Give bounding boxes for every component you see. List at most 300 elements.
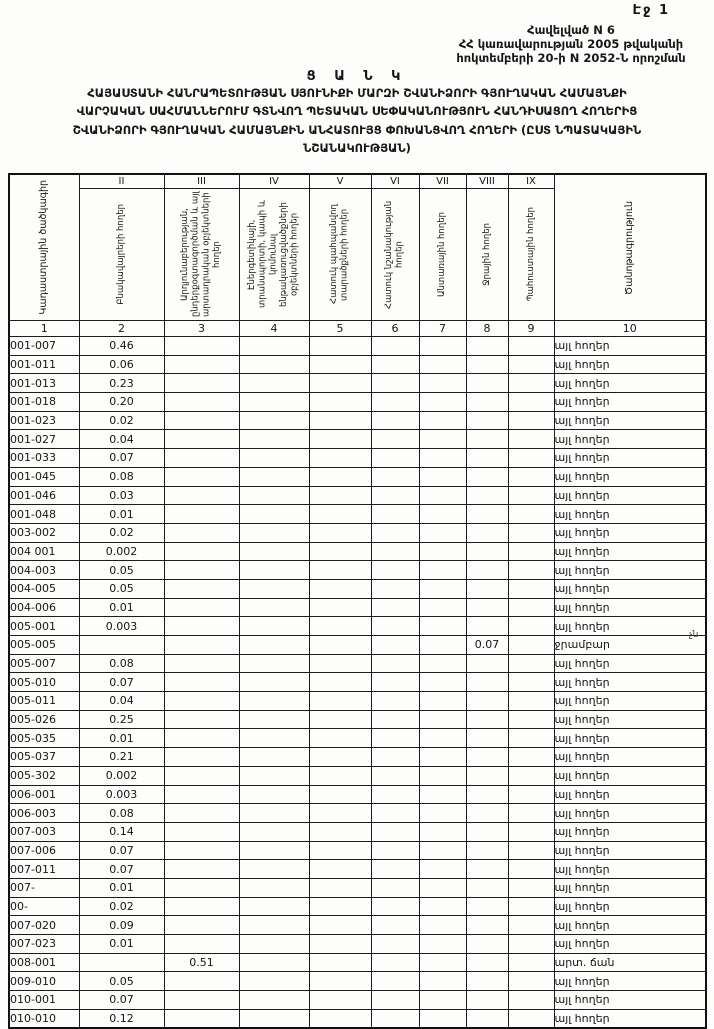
value-cell (164, 374, 239, 393)
value-cell (164, 822, 239, 841)
value-cell (419, 617, 466, 636)
cadastral-code-cell: 00- (9, 897, 79, 916)
column-number: 8 (466, 321, 508, 337)
value-cell (466, 1009, 508, 1028)
value-cell (309, 355, 371, 374)
value-cell (419, 355, 466, 374)
value-cell (371, 1009, 419, 1028)
value-cell (309, 617, 371, 636)
value-cell (466, 449, 508, 468)
value-cell (508, 542, 554, 561)
value-cell (419, 523, 466, 542)
value-cell (419, 561, 466, 580)
cadastral-code-cell: 010-001 (9, 991, 79, 1010)
value-cell (239, 766, 309, 785)
note-cell: այլ հողեր (554, 710, 706, 729)
value-cell (239, 991, 309, 1010)
value-cell (466, 878, 508, 897)
value-cell (164, 411, 239, 430)
value-cell (466, 523, 508, 542)
value-cell (164, 766, 239, 785)
table-row (9, 785, 706, 804)
column-number: 9 (508, 321, 554, 337)
value-cell (164, 897, 239, 916)
value-cell (164, 972, 239, 991)
page-number-label: Էջ 1 (632, 3, 670, 18)
value-cell (164, 673, 239, 692)
cadastral-code-cell: 007-020 (9, 916, 79, 935)
value-cell (371, 916, 419, 935)
column-number: 7 (419, 321, 466, 337)
value-cell (239, 486, 309, 505)
value-cell (309, 393, 371, 412)
value-cell (419, 991, 466, 1010)
value-cell (309, 710, 371, 729)
value-cell (164, 654, 239, 673)
value-cell (371, 935, 419, 954)
value-cell (164, 991, 239, 1010)
cadastral-code-cell: 001-007 (9, 337, 79, 356)
value-cell (419, 673, 466, 692)
value-cell (508, 505, 554, 524)
value-cell (466, 766, 508, 785)
value-cell (371, 953, 419, 972)
value-cell (239, 860, 309, 879)
value-cell (371, 598, 419, 617)
value-cell (508, 785, 554, 804)
value-cell (419, 822, 466, 841)
roman-numeral: IV (239, 174, 309, 189)
value-cell (371, 748, 419, 767)
value-cell (466, 935, 508, 954)
value-cell (239, 841, 309, 860)
value-cell (466, 355, 508, 374)
value-cell (309, 766, 371, 785)
value-cell (309, 561, 371, 580)
value-cell (309, 523, 371, 542)
value-cell (309, 579, 371, 598)
appendix-line: Հավելված N 6 (527, 23, 615, 37)
value-cell (371, 636, 419, 655)
value-cell (466, 374, 508, 393)
value-cell (371, 561, 419, 580)
value-cell (164, 430, 239, 449)
value-cell (309, 430, 371, 449)
value-cell (419, 411, 466, 430)
value-cell (508, 598, 554, 617)
value-cell (419, 598, 466, 617)
cadastral-code-cell: 001-045 (9, 467, 79, 486)
value-cell (164, 1009, 239, 1028)
roman-numeral: IX (508, 174, 554, 189)
table-row (9, 766, 706, 785)
table-row (9, 449, 706, 468)
value-cell: 0.46 (79, 337, 164, 356)
roman-numeral: VII (419, 174, 466, 189)
value-cell (419, 710, 466, 729)
cadastral-code-cell: 001-013 (9, 374, 79, 393)
value-cell (164, 598, 239, 617)
value-cell (239, 785, 309, 804)
value-cell (466, 654, 508, 673)
value-cell (419, 692, 466, 711)
cadastral-code-cell: 005-035 (9, 729, 79, 748)
roman-numeral: II (79, 174, 164, 189)
value-cell: 0.07 (79, 860, 164, 879)
value-cell (239, 579, 309, 598)
cadastral-code-cell: 005-302 (9, 766, 79, 785)
value-cell (371, 710, 419, 729)
value-cell (466, 972, 508, 991)
note-cell: այլ հողեր (554, 579, 706, 598)
table-row (9, 579, 706, 598)
header-water-lands: Ջրային հողեր (466, 189, 508, 321)
table-row (9, 972, 706, 991)
value-cell (508, 729, 554, 748)
table-row (9, 654, 706, 673)
value-cell (466, 841, 508, 860)
value-cell (508, 374, 554, 393)
value-cell (466, 748, 508, 767)
value-cell (239, 393, 309, 412)
value-cell (371, 617, 419, 636)
value-cell: 0.01 (79, 505, 164, 524)
value-cell (371, 991, 419, 1010)
value-cell (419, 935, 466, 954)
value-cell (371, 785, 419, 804)
cadastral-code-cell: 007-006 (9, 841, 79, 860)
value-cell (239, 561, 309, 580)
note-cell: ջրամբար (554, 636, 706, 655)
cadastral-code-cell: 001-027 (9, 430, 79, 449)
value-cell (371, 654, 419, 673)
note-cell: այլ հողեր (554, 505, 706, 524)
appendix-line: ՀՀ կառավարության 2005 թվականի (458, 36, 684, 51)
value-cell (164, 393, 239, 412)
cadastral-code-cell: 004-003 (9, 561, 79, 580)
value-cell (466, 393, 508, 412)
value-cell: 0.23 (79, 374, 164, 393)
value-cell (309, 411, 371, 430)
value-cell (164, 710, 239, 729)
value-cell: 0.07 (79, 991, 164, 1010)
value-cell (419, 841, 466, 860)
value-cell: 0.20 (79, 393, 164, 412)
value-cell (419, 374, 466, 393)
value-cell (239, 878, 309, 897)
value-cell (164, 486, 239, 505)
note-cell: այլ հողեր (554, 748, 706, 767)
title-line: ՎԱՐՉԱԿԱՆ ՍԱՀՄԱՆՆԵՐՈՒՄ ԳՏՆՎՈՂ ՊԵՏԱԿԱՆ ՍԵՓԱԿԱՆՈՒԹՅՈՒՆ ՀԱՆԴԻՍԱՑՈՂ ՀՈՂԵՐԻՑ (76, 104, 638, 119)
value-cell (239, 935, 309, 954)
note-cell: այլ հողեր (554, 692, 706, 711)
value-cell (371, 804, 419, 823)
value-cell (371, 523, 419, 542)
table-row (9, 878, 706, 897)
header-infrastructure-lands: Էներգետիկայի, տրանսպորտի, կապի և կոմունալ ենթակառուցվածքների օբյեկտների հողեր (239, 189, 309, 321)
value-cell (164, 449, 239, 468)
value-cell (466, 617, 508, 636)
value-cell (309, 636, 371, 655)
value-cell (371, 822, 419, 841)
title-line: ՇՎԱՆԻՁՈՐԻ ԳՅՈՒՂԱԿԱՆ ՀԱՄԱՅՆՔԻՆ ԱՆՀԱՏՈՒՅՑ ՓՈԽԱՆՑՎՈՂ ՀՈՂԵՐԻ (ԸՍՏ ՆՊԱՏԱԿԱՅԻՆ (72, 122, 642, 137)
value-cell (466, 916, 508, 935)
value-cell (239, 636, 309, 655)
table-row (9, 841, 706, 860)
value-cell (309, 748, 371, 767)
note-cell: արտ. ճան (554, 953, 706, 972)
value-cell (309, 953, 371, 972)
table-row (9, 542, 706, 561)
header-note: Ծանոթագրություն (554, 174, 706, 321)
value-cell (309, 486, 371, 505)
header-protected-lands: Հատուկ պահպանվող տարածքների հողեր (309, 189, 371, 321)
note-cell: այլ հողեր (554, 523, 706, 542)
value-cell: 0.03 (79, 486, 164, 505)
table-row (9, 897, 706, 916)
value-cell (309, 822, 371, 841)
value-cell (466, 991, 508, 1010)
value-cell (419, 542, 466, 561)
value-cell (419, 579, 466, 598)
value-cell: 0.05 (79, 972, 164, 991)
value-cell (164, 542, 239, 561)
cadastral-code-cell: 010-010 (9, 1009, 79, 1028)
header-special-purpose-lands: Հատուկ նշանակության հողեր (371, 189, 419, 321)
note-cell: այլ հողեր (554, 486, 706, 505)
value-cell (419, 467, 466, 486)
value-cell (466, 673, 508, 692)
value-cell (239, 822, 309, 841)
value-cell (309, 878, 371, 897)
roman-numeral: VIII (466, 174, 508, 189)
note-cell: այլ հողեր (554, 673, 706, 692)
cadastral-code-cell: 001-011 (9, 355, 79, 374)
value-cell (239, 617, 309, 636)
note-cell: այլ հողեր (554, 598, 706, 617)
value-cell: 0.02 (79, 897, 164, 916)
value-cell (239, 897, 309, 916)
value-cell (79, 953, 164, 972)
value-cell: 0.06 (79, 355, 164, 374)
value-cell (164, 505, 239, 524)
value-cell (239, 430, 309, 449)
value-cell: 0.01 (79, 878, 164, 897)
value-cell (466, 561, 508, 580)
note-cell: այլ հողեր (554, 393, 706, 412)
table-row (9, 411, 706, 430)
value-cell (508, 355, 554, 374)
value-cell (508, 411, 554, 430)
value-cell (239, 972, 309, 991)
value-cell: 0.08 (79, 804, 164, 823)
value-cell (371, 766, 419, 785)
note-cell: այլ հողեր (554, 841, 706, 860)
value-cell (466, 822, 508, 841)
value-cell (466, 785, 508, 804)
value-cell (466, 897, 508, 916)
value-cell (164, 935, 239, 954)
cadastral-code-cell: 007-003 (9, 822, 79, 841)
title-line: ՀԱՅԱՍՏԱՆԻ ՀԱՆՐԱՊԵՏՈՒԹՅԱՆ ՍՅՈՒՆԻՔԻ ՄԱՐԶԻ ՇՎԱՆԻՁՈՐԻ ԳՅՈՒՂԱԿԱՆ ՀԱՄԱՅՆՔԻ (87, 86, 627, 100)
value-cell (239, 598, 309, 617)
value-cell (371, 449, 419, 468)
value-cell (508, 766, 554, 785)
cadastral-code-cell: 004-006 (9, 598, 79, 617)
value-cell (164, 561, 239, 580)
note-cell: այլ հողեր (554, 972, 706, 991)
handwritten-margin-note: չն (689, 630, 699, 640)
value-cell (466, 692, 508, 711)
value-cell (419, 505, 466, 524)
note-cell: այլ հողեր (554, 804, 706, 823)
value-cell (419, 897, 466, 916)
table-row (9, 505, 706, 524)
value-cell: 0.01 (79, 729, 164, 748)
value-cell (508, 1009, 554, 1028)
column-number: 4 (239, 321, 309, 337)
value-cell: 0.08 (79, 467, 164, 486)
value-cell (239, 337, 309, 356)
table-row (9, 729, 706, 748)
note-cell: այլ հողեր (554, 374, 706, 393)
value-cell: 0.07 (79, 449, 164, 468)
value-cell (164, 916, 239, 935)
value-cell (508, 935, 554, 954)
value-cell: 0.07 (79, 841, 164, 860)
cadastral-code-cell: 005-011 (9, 692, 79, 711)
header-reserve-lands: Պահուստային հողեր (508, 189, 554, 321)
column-number: 3 (164, 321, 239, 337)
value-cell: 0.04 (79, 692, 164, 711)
note-cell: այլ հողեր (554, 617, 706, 636)
value-cell (164, 841, 239, 860)
value-cell (164, 636, 239, 655)
value-cell (164, 617, 239, 636)
value-cell (508, 991, 554, 1010)
table-row (9, 337, 706, 356)
value-cell (309, 1009, 371, 1028)
value-cell (466, 486, 508, 505)
value-cell (466, 579, 508, 598)
value-cell (419, 766, 466, 785)
cadastral-code-cell: 005-010 (9, 673, 79, 692)
value-cell (239, 729, 309, 748)
table-row (9, 486, 706, 505)
value-cell (508, 673, 554, 692)
header-cadastral-code: Կադաստրային ծածկագիր (9, 174, 79, 321)
value-cell (309, 654, 371, 673)
cadastral-code-cell: 001-033 (9, 449, 79, 468)
column-number: 1 (9, 321, 79, 337)
value-cell (508, 953, 554, 972)
table-row (9, 710, 706, 729)
value-cell (419, 449, 466, 468)
table-row (9, 636, 706, 655)
note-cell: այլ հողեր (554, 729, 706, 748)
value-cell (466, 710, 508, 729)
value-cell (466, 505, 508, 524)
value-cell: 0.12 (79, 1009, 164, 1028)
value-cell (466, 953, 508, 972)
value-cell (371, 505, 419, 524)
cadastral-code-cell: 001-048 (9, 505, 79, 524)
note-cell: այլ հողեր (554, 766, 706, 785)
note-cell: այլ հողեր (554, 654, 706, 673)
value-cell (508, 860, 554, 879)
value-cell (508, 804, 554, 823)
value-cell (371, 673, 419, 692)
value-cell: 0.25 (79, 710, 164, 729)
table-row (9, 1009, 706, 1028)
note-cell: այլ հողեր (554, 822, 706, 841)
cadastral-code-cell: 005-026 (9, 710, 79, 729)
value-cell (466, 729, 508, 748)
value-cell (164, 692, 239, 711)
value-cell (508, 449, 554, 468)
note-cell: այլ հողեր (554, 860, 706, 879)
value-cell (309, 729, 371, 748)
value-cell (309, 505, 371, 524)
value-cell (164, 467, 239, 486)
value-cell (419, 748, 466, 767)
note-cell: այլ հողեր (554, 430, 706, 449)
value-cell (371, 972, 419, 991)
value-cell (239, 953, 309, 972)
value-cell (239, 804, 309, 823)
title-line: ՆՇԱՆԱԿՈՒԹՅԱՆ) (303, 141, 411, 156)
value-cell: 0.003 (79, 785, 164, 804)
value-cell (239, 411, 309, 430)
value-cell: 0.05 (79, 561, 164, 580)
value-cell (309, 785, 371, 804)
value-cell (371, 355, 419, 374)
cadastral-code-cell: 001-023 (9, 411, 79, 430)
note-cell: այլ հողեր (554, 916, 706, 935)
table-row (9, 916, 706, 935)
table-row (9, 617, 706, 636)
cadastral-code-cell: 005-007 (9, 654, 79, 673)
value-cell (309, 449, 371, 468)
value-cell (79, 636, 164, 655)
column-number: 5 (309, 321, 371, 337)
value-cell: 0.04 (79, 430, 164, 449)
note-cell: այլ հողեր (554, 991, 706, 1010)
value-cell (508, 916, 554, 935)
column-number: 10 (554, 321, 706, 337)
cadastral-code-cell: 001-046 (9, 486, 79, 505)
table-row (9, 804, 706, 823)
cadastral-code-cell: 009-010 (9, 972, 79, 991)
roman-numeral: VI (371, 174, 419, 189)
value-cell: 0.09 (79, 916, 164, 935)
value-cell: 0.002 (79, 766, 164, 785)
value-cell (309, 673, 371, 692)
table-row (9, 355, 706, 374)
table-row (9, 935, 706, 954)
value-cell (164, 523, 239, 542)
table-row (9, 374, 706, 393)
note-cell: այլ հողեր (554, 449, 706, 468)
table-row (9, 430, 706, 449)
value-cell: 0.51 (164, 953, 239, 972)
value-cell (508, 692, 554, 711)
roman-numeral: III (164, 174, 239, 189)
value-cell (164, 785, 239, 804)
value-cell (239, 1009, 309, 1028)
value-cell (309, 897, 371, 916)
value-cell: 0.14 (79, 822, 164, 841)
